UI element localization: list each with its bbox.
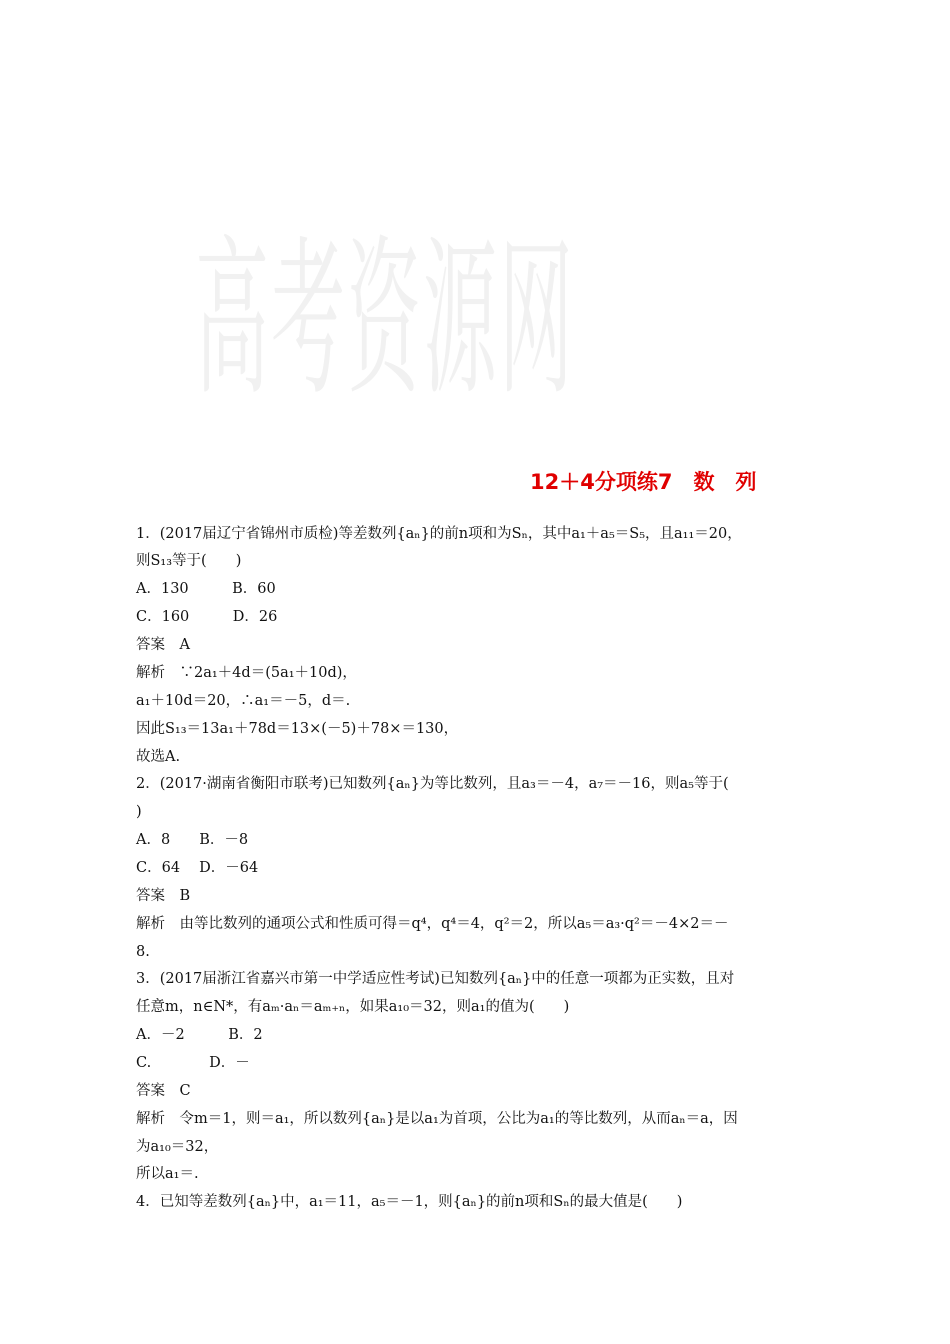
q3-stem-line2: 任意m，n∈N*，有aₘ·aₙ＝aₘ₊ₙ，如果a₁₀＝32，则a₁的值为( ) xyxy=(136,999,570,1015)
q3-analysis-line3: 所以a₁＝. xyxy=(136,1166,199,1182)
q1-stem-line2: 则S₁₃等于( ) xyxy=(136,553,242,569)
q1-options-ab: A．130 B．60 xyxy=(136,581,276,597)
q3-options-cd: C. D．－ xyxy=(136,1055,250,1071)
q3-analysis-line2: 为a₁₀＝32， xyxy=(136,1139,219,1155)
q2-stem-line1: 2．(2017·湖南省衡阳市联考)已知数列{aₙ}为等比数列，且a₃＝－4，a₇＝－16，则a₅等于( xyxy=(136,776,729,792)
watermark: 高考资源网 xyxy=(195,221,575,420)
q2-options-ab: A．8 B．－8 xyxy=(136,832,249,848)
q2-stem-line2: ) xyxy=(136,804,142,820)
q1-options-cd: C．160 D．26 xyxy=(136,609,278,625)
q1-analysis-line4: 故选A. xyxy=(136,749,181,765)
q1-analysis-line2: a₁＋10d＝20，∴a₁＝－5，d＝. xyxy=(136,693,351,709)
q1-stem-line1: 1．(2017届辽宁省锦州市质检)等差数列{aₙ}的前n项和为Sₙ，其中a₁＋a₅＝S₅，且a₁₁＝20， xyxy=(136,526,742,542)
q4-stem-line1: 4．已知等差数列{aₙ}中，a₁＝11，a₅＝－1，则{aₙ}的前n项和Sₙ的最大值是( ) xyxy=(136,1194,683,1210)
q2-answer: 答案 B xyxy=(136,888,191,904)
q2-options-cd: C．64 D．－64 xyxy=(136,860,259,876)
q2-analysis-line1: 解析 由等比数列的通项公式和性质可得＝q⁴，q⁴＝4，q²＝2，所以a₅＝a₃·q²＝－4×2＝－ xyxy=(136,916,729,932)
q2-analysis-line2: 8. xyxy=(136,944,150,960)
q3-analysis-line1: 解析 令m＝1，则＝a₁，所以数列{aₙ}是以a₁为首项，公比为a₁的等比数列，从而aₙ＝a，因 xyxy=(136,1111,738,1127)
q1-answer: 答案 A xyxy=(136,637,190,653)
q3-answer: 答案 C xyxy=(136,1083,191,1099)
page-title: 12＋4分项练7 数 列 xyxy=(530,470,757,494)
q3-stem-line1: 3．(2017届浙江省嘉兴市第一中学适应性考试)已知数列{aₙ}中的任意一项都为正实数，且对 xyxy=(136,971,735,987)
q1-analysis-line3: 因此S₁₃＝13a₁＋78d＝13×(－5)＋78×＝130， xyxy=(136,721,459,737)
q1-analysis-line1: 解析 ∵2a₁＋4d＝(5a₁＋10d)， xyxy=(136,665,357,681)
q3-options-ab: A．－2 B．2 xyxy=(136,1027,263,1043)
